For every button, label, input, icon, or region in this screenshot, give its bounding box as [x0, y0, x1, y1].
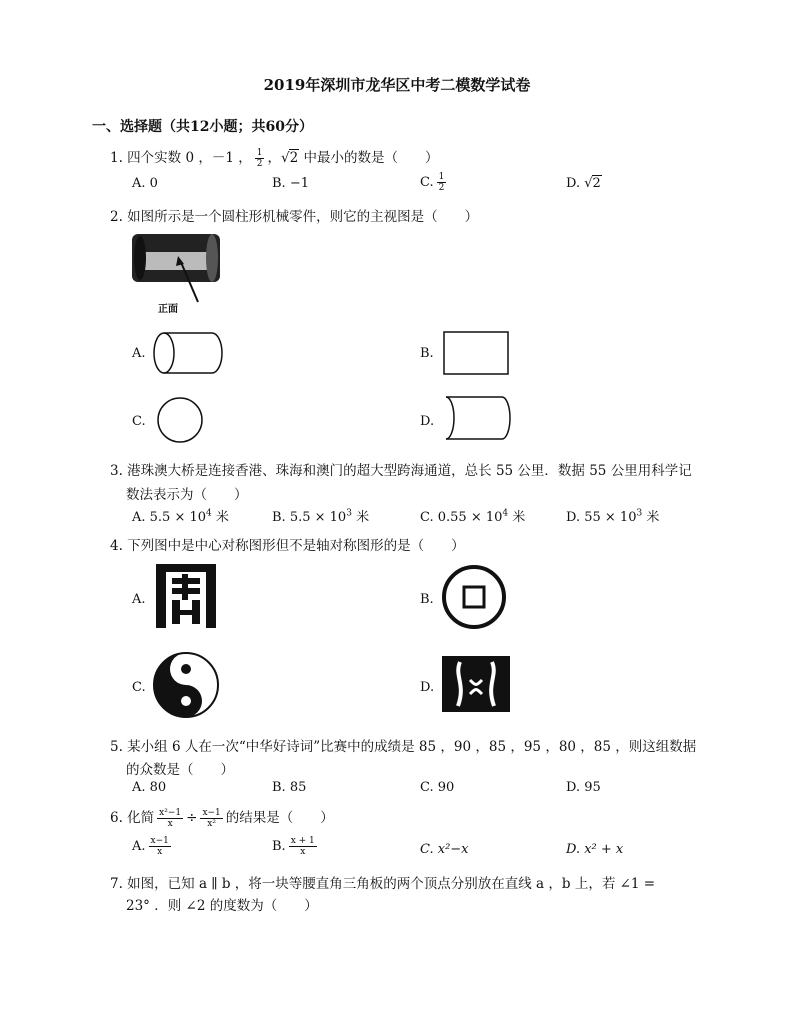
q2-option-b[interactable]: B.	[420, 346, 434, 361]
q1-option-b[interactable]: B. −1	[272, 176, 309, 191]
question-4: 4. 下列图中是中心对称图形但不是轴对称图形的是（ ）	[110, 538, 465, 554]
q6-option-c[interactable]: C. x²−x	[420, 842, 469, 857]
q3-option-a[interactable]: A. $5.5 \times 10^4$ 米	[132, 508, 229, 525]
q6-fraction-1: $\frac{\text{x²−1}}{x}$	[159, 808, 182, 829]
q5-option-c[interactable]: C. 90	[420, 780, 455, 795]
q4-option-b[interactable]: B.	[420, 592, 434, 607]
q3-option-c[interactable]: C. $0.55 \times 10^4$ 米	[420, 508, 526, 525]
cylinder-arc-view-figure	[444, 394, 516, 444]
q4-option-c[interactable]: C.	[132, 680, 146, 695]
q3-option-d[interactable]: D. $55 \times 10^3$ 米	[566, 508, 660, 525]
seal-character-figure	[152, 560, 220, 632]
question-2: 2. 如图所示是一个圆柱形机械零件，则它的主视图是（ ）	[110, 209, 479, 225]
question-3-line-2: 数法表示为（ ）	[126, 487, 248, 503]
q6-option-a[interactable]: A. $\frac{x-1}{x}$	[132, 836, 169, 857]
paper-cut-pattern-figure	[440, 654, 514, 716]
q2-option-c[interactable]: C.	[132, 414, 146, 429]
question-5-line-2: 的众数是（ ）	[126, 762, 234, 778]
q4-option-a[interactable]: A.	[132, 592, 146, 607]
q5-option-a[interactable]: A. 80	[132, 780, 167, 795]
q1-option-c[interactable]: C. $\frac{1}{2}$	[420, 172, 445, 193]
q5-option-b[interactable]: B. 85	[272, 780, 307, 795]
page-title: 2019年深圳市龙华区中考二模数学试卷	[263, 76, 531, 94]
question-7-line-2: 23° ．则 ∠2 的度数为（ ）	[126, 898, 318, 914]
rectangle-figure	[442, 330, 512, 376]
ancient-coin-figure	[440, 564, 510, 632]
q3-option-b[interactable]: B. $5.5 \times 10^3$ 米	[272, 508, 370, 525]
q1-fraction: $\frac{1}{2}$	[256, 148, 263, 169]
question-3-line-1: 3. 港珠澳大桥是连接香港、珠海和澳门的超大型跨海通道，总长 55 公里．数据 55 公里用科学记	[110, 463, 692, 479]
q1-option-d[interactable]: D. √2	[566, 176, 601, 191]
question-1: 1. 四个实数 0 ，－1 ， $\frac{1}{2}$ ，√2 中最小的数是（ ）	[110, 148, 439, 169]
cylinder-side-view-figure	[148, 330, 228, 376]
q6-fraction-2: $\frac{x-1}{\text{x²}}$	[202, 808, 221, 829]
q1-option-a[interactable]: A. 0	[132, 176, 158, 191]
question-5-line-1: 5. 某小组 6 人在一次“中华好诗词”比赛中的成绩是 85 ，90 ，85 ，95 ，80 ，85 ，则这组数据	[110, 739, 697, 755]
yin-yang-figure	[150, 650, 224, 720]
question-7-line-1: 7. 如图，已知 a ∥ b ，将一块等腰直角三角板的两个顶点分别放在直线 a ，b 上，若 ∠1 =	[110, 876, 656, 892]
q5-option-d[interactable]: D. 95	[566, 780, 601, 795]
q2-option-a[interactable]: A.	[132, 346, 146, 361]
q2-option-d[interactable]: D.	[420, 414, 435, 429]
circle-figure	[152, 396, 210, 446]
q6-option-d[interactable]: D. x² + x	[566, 842, 624, 857]
photo-caption: 正面	[158, 304, 178, 315]
question-6: 6. 化简 $\frac{\text{x²−1}}{x}$ ÷ $\frac{x-1}{\text{x²}}$ 的结果是（ ）	[110, 808, 334, 829]
section-heading: 一、选择题（共12小题；共60分）	[92, 119, 313, 135]
q4-option-d[interactable]: D.	[420, 680, 435, 695]
q1-prefix: 1. 四个实数 0 ，－1 ，	[110, 150, 252, 166]
q6-option-b[interactable]: B. $\frac{x + 1}{x}$	[272, 836, 315, 857]
